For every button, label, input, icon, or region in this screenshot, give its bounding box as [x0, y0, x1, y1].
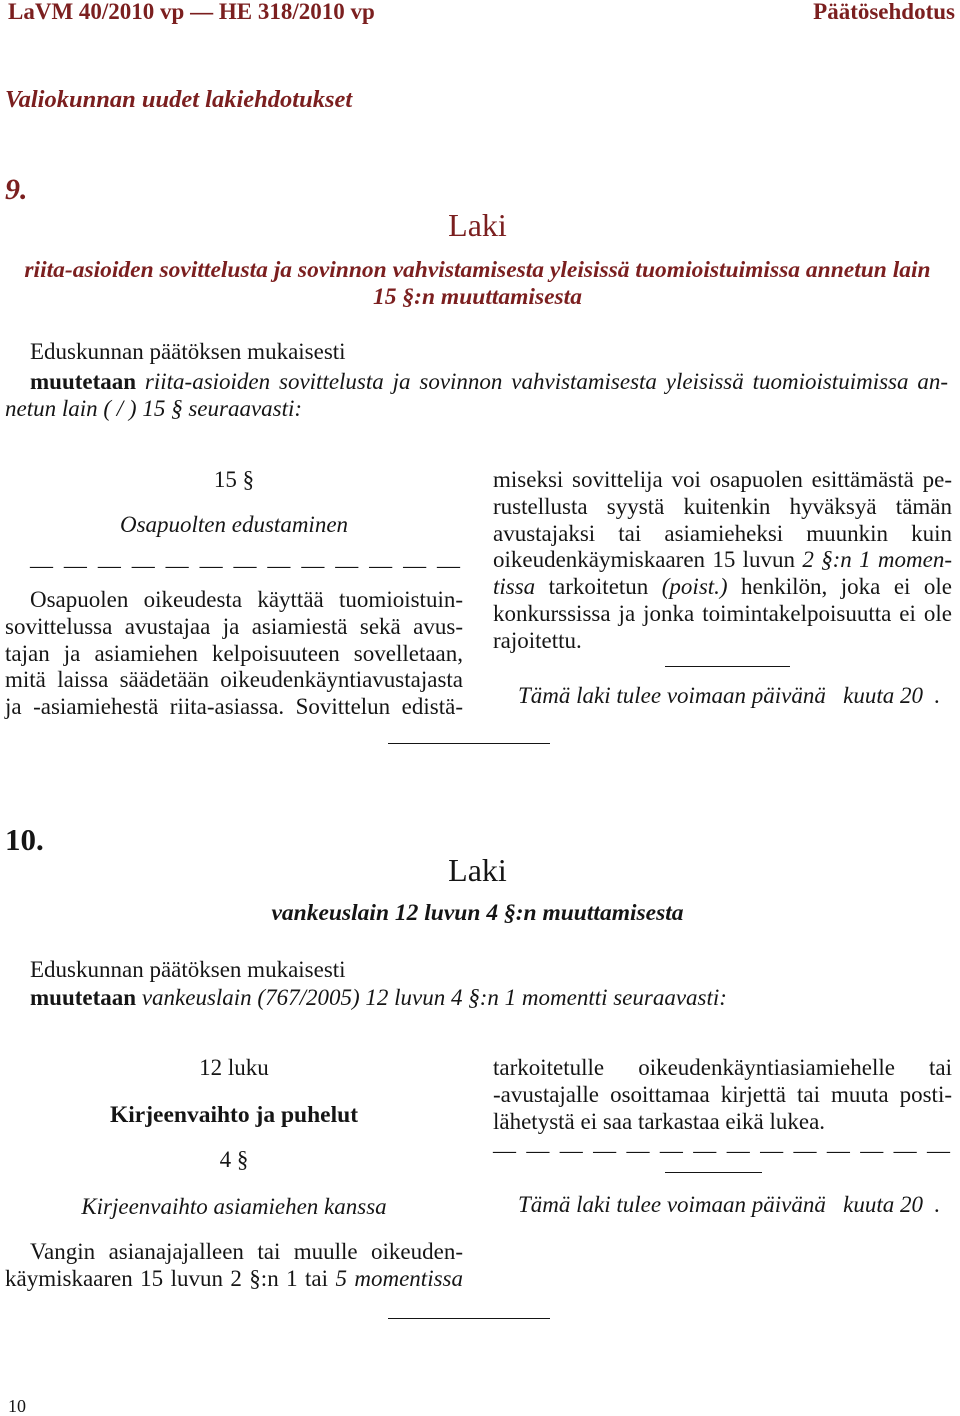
- body-text: käymiskaaren 15 luvun 2 §:n 1 tai: [5, 1265, 329, 1291]
- section-title: Kirjeenvaihto asiamiehen kanssa: [81, 1194, 387, 1219]
- section-heading: Valiokunnan uudet lakiehdotukset: [5, 86, 353, 113]
- section-number: 15 §: [213, 467, 255, 492]
- chapter-number: 12 luku: [199, 1055, 269, 1080]
- section-number: 4 §: [219, 1147, 249, 1172]
- body-line: -avustajalle osoittamaa kirjettä tai muuta posti-: [493, 1081, 952, 1107]
- omission-marker: [493, 1138, 950, 1165]
- body-line: [493, 574, 952, 601]
- body-line: mitä laissa säädetään oikeudenkäyntiavustajasta: [5, 667, 463, 693]
- law-subtitle-line: 15 §:n muuttamisesta: [373, 284, 582, 310]
- body-text: tarkoitetun: [548, 574, 649, 600]
- entry-into-force: Tämä laki tulee voimaan päivänä kuuta 20 .: [518, 683, 941, 708]
- entry-into-force: Tämä laki tulee voimaan päivänä kuuta 20 .: [518, 1192, 941, 1217]
- body-line: [493, 547, 952, 574]
- law-number: 10.: [5, 822, 44, 857]
- body-line: [493, 494, 952, 521]
- header-document-type: Päätösehdotus: [813, 0, 955, 24]
- body-line: [493, 628, 952, 655]
- law-end-rule: [388, 743, 550, 744]
- body-line: Osapuolen oikeudesta käyttää tuomioistuin-: [30, 587, 463, 612]
- body-line: [5, 1266, 463, 1293]
- body-text: konkurssissa ja jonka toimintakelpoisuutta ei ole: [493, 600, 952, 626]
- page-number: 10: [8, 1396, 26, 1416]
- body-text: rustellusta syystä kuitenkin hyväksyä tämän: [493, 493, 952, 519]
- amendment-statement: [30, 369, 948, 396]
- separator-rule: [665, 1172, 762, 1173]
- header-document-reference: LaVM 40/2010 vp — HE 318/2010 vp: [8, 0, 375, 24]
- enacting-clause: Eduskunnan päätöksen mukaisesti: [30, 339, 346, 364]
- body-text: avustajaksi tai asiamieheksi muunkin kuin: [493, 520, 952, 546]
- law-subtitle-line: riita-asioiden sovittelusta ja sovinnon vahvistamisesta yleisissä tuomioistuimissa annetun lain: [24, 257, 931, 283]
- body-line: [493, 467, 952, 494]
- enacting-clause: Eduskunnan päätöksen mukaisesti: [30, 957, 346, 982]
- body-line: [493, 521, 952, 548]
- body-line: [493, 601, 952, 628]
- body-line: [5, 1239, 463, 1266]
- amendment-line: netun lain ( / ) 15 § seuraavasti:: [5, 396, 303, 421]
- section-title: Osapuolten edustaminen: [119, 512, 349, 537]
- section-body-left: [5, 1239, 463, 1293]
- body-text: oikeudenkäymiskaaren 15 luvun: [493, 547, 796, 573]
- body-line: lähetystä ei saa tarkastaa eikä lukea.: [493, 1108, 826, 1134]
- body-line: ja -asiamiehestä riita-asiassa. Sovittelun edistä-: [5, 694, 463, 720]
- chapter-title: Kirjeenvaihto ja puhelut: [109, 1102, 359, 1128]
- section-body-right: [493, 1055, 952, 1135]
- law-title: Laki: [448, 207, 507, 243]
- body-line: tarkoitetulle oikeudenkäyntiasiamiehelle tai: [493, 1055, 952, 1080]
- law-title: Laki: [448, 852, 507, 888]
- law-number: 9.: [5, 173, 28, 206]
- amendment-statement: [30, 985, 727, 1012]
- amend-verb: muutetaan: [30, 369, 137, 394]
- body-text: Vangin asianajajalleen tai muulle oikeuden-: [30, 1239, 463, 1264]
- body-text-italic: 2 §:n 1 momen-: [802, 547, 953, 573]
- amend-text: vankeuslain (767/2005) 12 luvun 4 §:n 1 momentti seuraavasti:: [141, 985, 727, 1010]
- separator-rule: [665, 666, 790, 667]
- section-body-right: [493, 467, 952, 655]
- body-line: sovittelussa avustajaa ja asiamiestä sekä avus-: [5, 613, 463, 639]
- amendment-line: [30, 369, 948, 396]
- omission-dashes: — — — — — — — — — — — — — —: [493, 1138, 950, 1163]
- body-line: tajan ja asiamiehen kelpoisuuteen sovelletaan,: [5, 640, 463, 666]
- amend-verb: muutetaan: [30, 985, 137, 1010]
- section-body-left: [5, 587, 463, 721]
- law-end-rule: [388, 1318, 550, 1319]
- body-text: rajoitettu.: [493, 627, 582, 653]
- body-text-italic: 5 momentissa: [335, 1265, 463, 1291]
- amend-text: riita-asioiden sovittelusta ja sovinnon vahvistamisesta yleisissä tuomioistuimissa an-: [144, 369, 948, 394]
- body-text: miseksi sovittelija voi osapuolen esittämästä pe-: [493, 467, 952, 492]
- body-text-italic: tissa: [493, 574, 536, 600]
- omission-marker: [30, 553, 460, 580]
- omission-dashes: — — — — — — — — — — — — —: [30, 553, 460, 578]
- law-subtitle-line: vankeuslain 12 luvun 4 §:n muuttamisesta: [271, 900, 684, 926]
- removed-marker: (poist.): [661, 574, 728, 600]
- body-text: henkilön, joka ei ole: [741, 574, 952, 600]
